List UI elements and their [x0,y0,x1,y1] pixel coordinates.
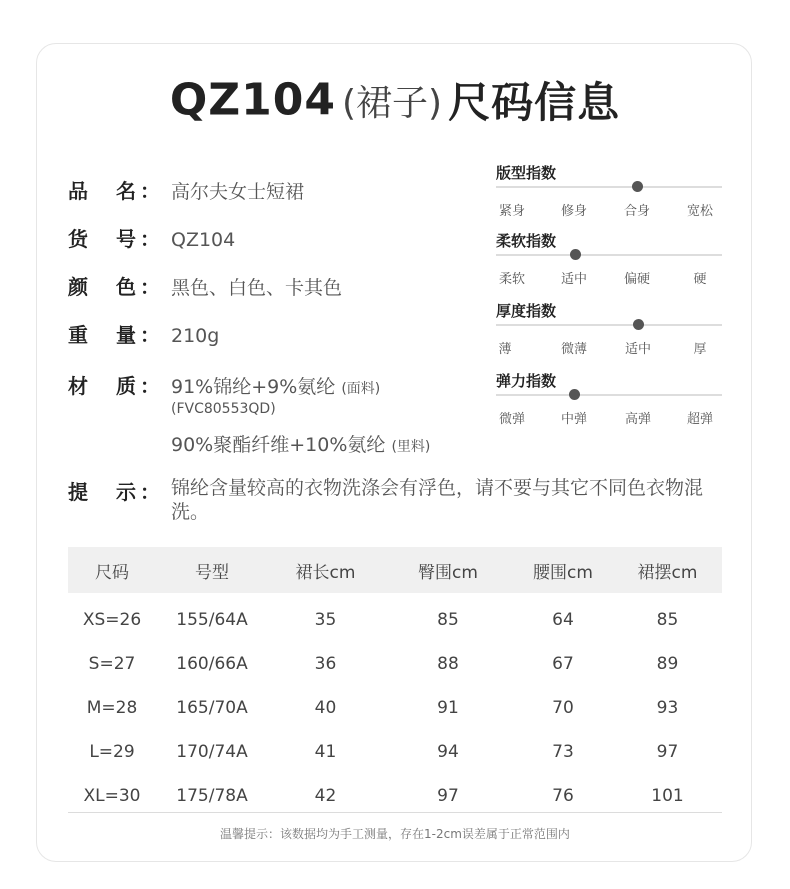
cell-model: 165/70A [176,698,248,718]
cell-hip: 97 [437,786,459,806]
cell-skirt-length: 41 [314,742,337,762]
material-lining-note: (里料) [391,439,431,455]
cell-size: L=29 [89,742,135,762]
stretch-index-marker [569,389,580,400]
header-model: 号型 [156,547,268,593]
header-hip: 臀围cm [383,547,513,593]
page-title [0,70,790,140]
cell-hip: 85 [437,610,459,630]
product-name-row [68,175,304,204]
material-lining-row [171,430,430,457]
cell-size: XS=26 [82,610,142,630]
thickness-option: 适中 [624,342,652,357]
stretch-option: 高弹 [624,412,652,427]
product-name-value: 高尔夫女士短裙 [171,181,305,203]
size-table [68,547,722,818]
header-skirt-length: 裙长cm [268,547,383,593]
header-hem: 裙摆cm [613,547,722,593]
thickness-option: 薄 [498,342,512,357]
cell-model: 155/64A [176,610,248,630]
cell-hem: 89 [656,654,679,674]
table-row [68,686,722,730]
product-name-label: 品 名： [68,179,164,203]
fit-index-title: 版型指数 [496,164,557,182]
cell-waist: 70 [552,698,574,718]
cell-model: 170/74A [176,742,248,762]
weight-value: 210g [171,325,220,347]
stretch-option: 微弹 [498,412,526,427]
thickness-index [496,300,722,357]
stretch-option: 中弹 [560,412,588,427]
item-number-label: 货 号： [68,227,164,251]
cell-skirt-length: 36 [314,654,337,674]
stretch-index-options [496,408,722,428]
weight-row [68,319,219,348]
cell-hem: 101 [651,786,684,806]
cell-waist: 73 [552,742,574,762]
material-code: (FVC80553QD) [171,401,276,417]
weight-label: 重 量： [68,323,164,347]
cell-model: 160/66A [176,654,248,674]
cell-hip: 91 [437,698,459,718]
thickness-option: 厚 [693,342,707,357]
softness-option: 偏硬 [623,272,651,287]
material-lining: 90%聚酯纤维+10%氨纶 [171,434,386,456]
softness-option: 柔软 [498,272,526,287]
material-outer-note: (面料) [341,381,381,397]
table-row [68,642,722,686]
material-label: 材 质： [68,374,164,398]
cell-model: 175/78A [176,786,248,806]
cell-skirt-length: 35 [314,610,337,630]
softness-index-title: 柔软指数 [496,232,557,250]
fit-option: 紧身 [498,204,526,219]
table-row [68,730,722,774]
fit-index-marker [632,181,643,192]
fit-index-options [496,200,722,220]
cell-waist: 67 [552,654,574,674]
stretch-index-title: 弹力指数 [496,372,557,390]
stretch-index-track [496,394,722,396]
thickness-index-title: 厚度指数 [496,302,557,320]
cell-hem: 93 [656,698,679,718]
thickness-index-track [496,324,722,326]
item-number-value: QZ104 [171,229,236,251]
softness-index-track [496,254,722,256]
cell-size: S=27 [88,654,136,674]
size-table-header [68,547,722,593]
cell-size: M=28 [86,698,138,718]
softness-option: 适中 [560,272,588,287]
softness-option: 硬 [693,272,707,287]
header-size: 尺码 [68,547,156,593]
cell-hem: 97 [656,742,679,762]
fit-option: 宽松 [686,204,714,219]
material-row [68,370,380,399]
color-value: 黑色、白色、卡其色 [171,277,343,299]
cell-hip: 94 [437,742,459,762]
footer-divider [68,812,722,813]
color-row [68,271,342,300]
fit-option: 合身 [623,204,651,219]
product-code-title: QZ104 [169,74,337,126]
softness-index-marker [570,249,581,260]
cell-waist: 64 [552,610,574,630]
fit-index-track [496,186,722,188]
cell-size: XL=30 [83,786,141,806]
thickness-index-options [496,338,722,358]
fit-index [496,162,722,219]
color-label: 颜 色： [68,275,164,299]
product-type-title: (裙子) [342,82,443,124]
stretch-option: 超弹 [686,412,714,427]
cell-hem: 85 [656,610,679,630]
thickness-index-marker [633,319,644,330]
tip-text: 锦纶含量较高的衣物洗涤会有浮色，请不要与其它不同色衣物混洗。 [171,477,704,523]
table-row [68,593,722,642]
thickness-option: 微薄 [560,342,588,357]
cell-hip: 88 [437,654,459,674]
softness-index-options [496,268,722,288]
measurement-footnote: 温馨提示：该数据均为手工测量，存在1-2cm误差属于正常范围内 [220,827,570,841]
cell-skirt-length: 42 [314,786,337,806]
item-number-row [68,223,235,252]
header-waist: 腰围cm [513,547,613,593]
softness-index [496,230,722,287]
material-outer: 91%锦纶+9%氨纶 [171,376,336,398]
fit-option: 修身 [560,204,588,219]
size-info-title: 尺码信息 [448,78,621,127]
tip-label: 提 示： [68,480,164,504]
stretch-index [496,370,722,427]
cell-skirt-length: 40 [314,698,337,718]
cell-waist: 76 [552,786,574,806]
